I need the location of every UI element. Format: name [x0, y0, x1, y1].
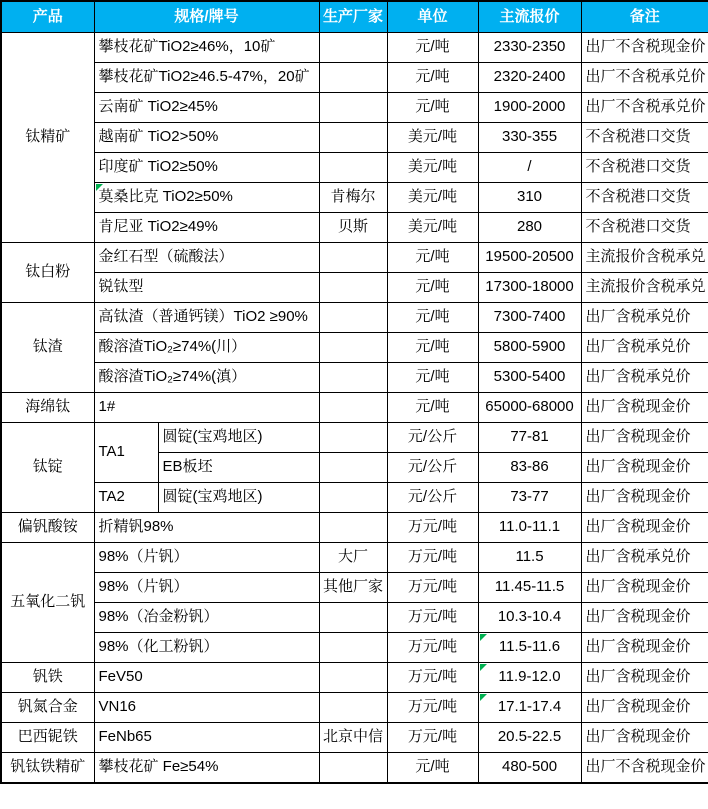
- header-row: [1, 1, 708, 33]
- note-cell[interactable]: 出厂含税现金价: [581, 483, 708, 513]
- form-cell[interactable]: 圆锭(宝鸡地区): [158, 423, 319, 453]
- table-row: [1, 303, 708, 333]
- manufacturer-cell[interactable]: 肯梅尔: [319, 183, 387, 213]
- unit-cell[interactable]: 万元/吨: [387, 633, 478, 663]
- price-cell[interactable]: 65000-68000: [478, 393, 581, 423]
- note-cell[interactable]: 主流报价含税承兑: [581, 243, 708, 273]
- form-cell[interactable]: EB板坯: [158, 453, 319, 483]
- note-cell[interactable]: 出厂含税现金价: [581, 603, 708, 633]
- note-cell[interactable]: 不含税港口交货: [581, 153, 708, 183]
- table-row: [1, 483, 708, 513]
- spec-cell[interactable]: 98%（冶金粉钒）: [94, 603, 319, 633]
- note-cell[interactable]: 不含税港口交货: [581, 183, 708, 213]
- note-cell[interactable]: 出厂不含税现金价: [581, 753, 708, 784]
- product-group-cell[interactable]: 偏钒酸铵: [1, 513, 94, 543]
- price-cell[interactable]: [478, 633, 581, 663]
- spec-cell[interactable]: 高钛渣（普通钙镁）TiO2 ≥90%: [94, 303, 319, 333]
- manufacturer-cell[interactable]: [319, 243, 387, 273]
- spec-cell[interactable]: 98%（片钒）: [94, 573, 319, 603]
- col-header-note[interactable]: 备注: [581, 1, 708, 33]
- manufacturer-cell[interactable]: [319, 693, 387, 723]
- spec-cell[interactable]: [94, 183, 319, 213]
- col-header-manufacturer[interactable]: 生产厂家: [319, 1, 387, 33]
- spec-cell[interactable]: 98%（化工粉钒）: [94, 633, 319, 663]
- comment-marker-icon: [96, 184, 103, 191]
- table-row: [1, 573, 708, 603]
- note-cell[interactable]: 出厂含税现金价: [581, 423, 708, 453]
- table-row: [1, 363, 708, 393]
- unit-cell[interactable]: 万元/吨: [387, 663, 478, 693]
- note-cell[interactable]: 出厂含税现金价: [581, 663, 708, 693]
- price-value: 17.1-17.4: [497, 698, 562, 716]
- table-row: [1, 63, 708, 93]
- manufacturer-cell[interactable]: [319, 633, 387, 663]
- table-row: [1, 213, 708, 243]
- price-cell[interactable]: 20.5-22.5: [478, 723, 581, 753]
- price-cell[interactable]: 83-86: [478, 453, 581, 483]
- price-cell[interactable]: 7300-7400: [478, 303, 581, 333]
- spec-cell[interactable]: 攀枝花矿 Fe≥54%: [94, 753, 319, 784]
- manufacturer-cell[interactable]: [319, 603, 387, 633]
- manufacturer-cell[interactable]: 其他厂家: [319, 573, 387, 603]
- product-group-cell[interactable]: 海绵钛: [1, 393, 94, 423]
- price-cell[interactable]: 11.45-11.5: [478, 573, 581, 603]
- spec-cell[interactable]: VN16: [94, 693, 319, 723]
- grade-cell[interactable]: TA1: [94, 423, 158, 483]
- col-header-spec[interactable]: 规格/牌号: [94, 1, 319, 33]
- note-cell[interactable]: 出厂不含税承兑价: [581, 63, 708, 93]
- price-cell[interactable]: 2330-2350: [478, 33, 581, 63]
- unit-cell[interactable]: 元/吨: [387, 753, 478, 784]
- spec-cell[interactable]: 98%（片钒）: [94, 543, 319, 573]
- manufacturer-cell[interactable]: [319, 363, 387, 393]
- table-row: [1, 153, 708, 183]
- unit-cell[interactable]: 万元/吨: [387, 513, 478, 543]
- spec-cell[interactable]: 金红石型（硫酸法）: [94, 243, 319, 273]
- spec-cell[interactable]: 攀枝花矿TiO2≥46.5-47%，20矿: [94, 63, 319, 93]
- table-row: [1, 603, 708, 633]
- unit-cell[interactable]: 元/吨: [387, 273, 478, 303]
- manufacturer-cell[interactable]: [319, 393, 387, 423]
- table-row: [1, 723, 708, 753]
- spec-cell[interactable]: 酸溶渣TiO₂≥74%(川）: [94, 333, 319, 363]
- product-group-cell[interactable]: 钒铁: [1, 663, 94, 693]
- table-row: [1, 333, 708, 363]
- price-cell[interactable]: 480-500: [478, 753, 581, 784]
- spec-cell[interactable]: FeNb65: [94, 723, 319, 753]
- note-cell[interactable]: 不含税港口交货: [581, 123, 708, 153]
- table-row: [1, 183, 708, 213]
- grade-cell[interactable]: TA2: [94, 483, 158, 513]
- unit-cell[interactable]: 元/吨: [387, 303, 478, 333]
- note-cell[interactable]: 出厂含税现金价: [581, 513, 708, 543]
- table-row: [1, 123, 708, 153]
- manufacturer-cell[interactable]: [319, 753, 387, 784]
- price-cell[interactable]: 310: [478, 183, 581, 213]
- price-cell[interactable]: 330-355: [478, 123, 581, 153]
- table-row: [1, 93, 708, 123]
- note-cell[interactable]: 出厂含税承兑价: [581, 363, 708, 393]
- manufacturer-cell[interactable]: 大厂: [319, 543, 387, 573]
- product-group-cell[interactable]: 五氧化二钒: [1, 543, 94, 663]
- unit-cell[interactable]: 元/公斤: [387, 423, 478, 453]
- manufacturer-cell[interactable]: [319, 303, 387, 333]
- product-group-cell[interactable]: 钛白粉: [1, 243, 94, 303]
- unit-cell[interactable]: 万元/吨: [387, 693, 478, 723]
- price-cell[interactable]: 11.5: [478, 543, 581, 573]
- unit-cell[interactable]: 元/吨: [387, 243, 478, 273]
- table-row: [1, 393, 708, 423]
- manufacturer-cell[interactable]: [319, 453, 387, 483]
- form-cell[interactable]: 圆锭(宝鸡地区): [158, 483, 319, 513]
- unit-cell[interactable]: 万元/吨: [387, 543, 478, 573]
- unit-cell[interactable]: 元/吨: [387, 393, 478, 423]
- price-cell[interactable]: /: [478, 153, 581, 183]
- manufacturer-cell[interactable]: [319, 93, 387, 123]
- product-group-cell[interactable]: 钛精矿: [1, 33, 94, 243]
- unit-cell[interactable]: 万元/吨: [387, 723, 478, 753]
- spec-cell[interactable]: 攀枝花矿TiO2≥46%，10矿: [94, 33, 319, 63]
- unit-cell[interactable]: 美元/吨: [387, 123, 478, 153]
- note-cell[interactable]: 出厂含税现金价: [581, 723, 708, 753]
- table-row: [1, 753, 708, 784]
- manufacturer-cell[interactable]: [319, 663, 387, 693]
- table-row: [1, 273, 708, 303]
- price-cell[interactable]: 5800-5900: [478, 333, 581, 363]
- price-value: 11.9-12.0: [498, 668, 561, 686]
- manufacturer-cell[interactable]: 北京中信: [319, 723, 387, 753]
- price-cell[interactable]: 19500-20500: [478, 243, 581, 273]
- note-cell[interactable]: 出厂含税承兑价: [581, 543, 708, 573]
- unit-cell[interactable]: 万元/吨: [387, 603, 478, 633]
- unit-cell[interactable]: 美元/吨: [387, 183, 478, 213]
- comment-marker-icon: [480, 664, 487, 671]
- table-row: [1, 633, 708, 663]
- spec-cell[interactable]: 锐钛型: [94, 273, 319, 303]
- price-cell[interactable]: 77-81: [478, 423, 581, 453]
- table-row: [1, 663, 708, 693]
- unit-cell[interactable]: 元/吨: [387, 33, 478, 63]
- unit-cell[interactable]: 美元/吨: [387, 153, 478, 183]
- price-cell[interactable]: 73-77: [478, 483, 581, 513]
- product-group-cell[interactable]: 钒钛铁精矿: [1, 753, 94, 784]
- manufacturer-cell[interactable]: [319, 513, 387, 543]
- product-group-cell[interactable]: 巴西铌铁: [1, 723, 94, 753]
- note-cell[interactable]: 不含税港口交货: [581, 213, 708, 243]
- comment-marker-icon: [480, 694, 487, 701]
- price-cell[interactable]: [478, 693, 581, 723]
- spec-cell[interactable]: 云南矿 TiO2≥45%: [94, 93, 319, 123]
- unit-cell[interactable]: 元/吨: [387, 363, 478, 393]
- manufacturer-cell[interactable]: [319, 333, 387, 363]
- spec-cell[interactable]: 折精钒98%: [94, 513, 319, 543]
- price-cell[interactable]: 2320-2400: [478, 63, 581, 93]
- manufacturer-cell[interactable]: [319, 123, 387, 153]
- manufacturer-cell[interactable]: [319, 483, 387, 513]
- col-header-unit[interactable]: 单位: [387, 1, 478, 33]
- note-cell[interactable]: 出厂含税承兑价: [581, 303, 708, 333]
- price-cell[interactable]: [478, 663, 581, 693]
- price-cell[interactable]: 10.3-10.4: [478, 603, 581, 633]
- note-cell[interactable]: 出厂含税现金价: [581, 393, 708, 423]
- price-cell[interactable]: 5300-5400: [478, 363, 581, 393]
- spec-cell[interactable]: 酸溶渣TiO₂≥74%(滇）: [94, 363, 319, 393]
- spec-cell[interactable]: 印度矿 TiO2≥50%: [94, 153, 319, 183]
- note-cell[interactable]: 出厂含税现金价: [581, 633, 708, 663]
- unit-cell[interactable]: 元/吨: [387, 333, 478, 363]
- manufacturer-cell[interactable]: [319, 33, 387, 63]
- note-cell[interactable]: 出厂含税现金价: [581, 573, 708, 603]
- price-cell[interactable]: 1900-2000: [478, 93, 581, 123]
- manufacturer-cell[interactable]: [319, 423, 387, 453]
- price-value: 11.5-11.6: [498, 638, 561, 656]
- spec-cell[interactable]: 1#: [94, 393, 319, 423]
- manufacturer-cell[interactable]: [319, 153, 387, 183]
- price-cell[interactable]: 17300-18000: [478, 273, 581, 303]
- manufacturer-cell[interactable]: 贝斯: [319, 213, 387, 243]
- manufacturer-cell[interactable]: [319, 273, 387, 303]
- manufacturer-cell[interactable]: [319, 63, 387, 93]
- note-cell[interactable]: 出厂不含税承兑价: [581, 93, 708, 123]
- spec-cell[interactable]: 肯尼亚 TiO2≥49%: [94, 213, 319, 243]
- table-row: [1, 693, 708, 723]
- note-cell[interactable]: 出厂含税承兑价: [581, 333, 708, 363]
- col-header-price[interactable]: 主流报价: [478, 1, 581, 33]
- table-row: [1, 423, 708, 453]
- note-cell[interactable]: 主流报价含税承兑: [581, 273, 708, 303]
- price-cell[interactable]: 280: [478, 213, 581, 243]
- table-row: [1, 543, 708, 573]
- unit-cell[interactable]: 元/吨: [387, 93, 478, 123]
- comment-marker-icon: [480, 634, 487, 641]
- product-group-cell[interactable]: 钒氮合金: [1, 693, 94, 723]
- spec-cell[interactable]: FeV50: [94, 663, 319, 693]
- unit-cell[interactable]: 万元/吨: [387, 573, 478, 603]
- unit-cell[interactable]: 美元/吨: [387, 213, 478, 243]
- col-header-product[interactable]: 产品: [1, 1, 94, 33]
- spec-cell[interactable]: 越南矿 TiO2>50%: [94, 123, 319, 153]
- unit-cell[interactable]: 元/公斤: [387, 483, 478, 513]
- note-cell[interactable]: 出厂不含税现金价: [581, 33, 708, 63]
- product-group-cell[interactable]: 钛锭: [1, 423, 94, 513]
- spec-text: 莫桑比克 TiO2≥50%: [98, 188, 233, 206]
- note-cell[interactable]: 出厂含税现金价: [581, 693, 708, 723]
- table-row: [1, 243, 708, 273]
- product-group-cell[interactable]: 钛渣: [1, 303, 94, 393]
- note-cell[interactable]: 出厂含税现金价: [581, 453, 708, 483]
- unit-cell[interactable]: 元/吨: [387, 63, 478, 93]
- table-row: [1, 33, 708, 63]
- table-row: [1, 513, 708, 543]
- unit-cell[interactable]: 元/公斤: [387, 453, 478, 483]
- price-cell[interactable]: 11.0-11.1: [478, 513, 581, 543]
